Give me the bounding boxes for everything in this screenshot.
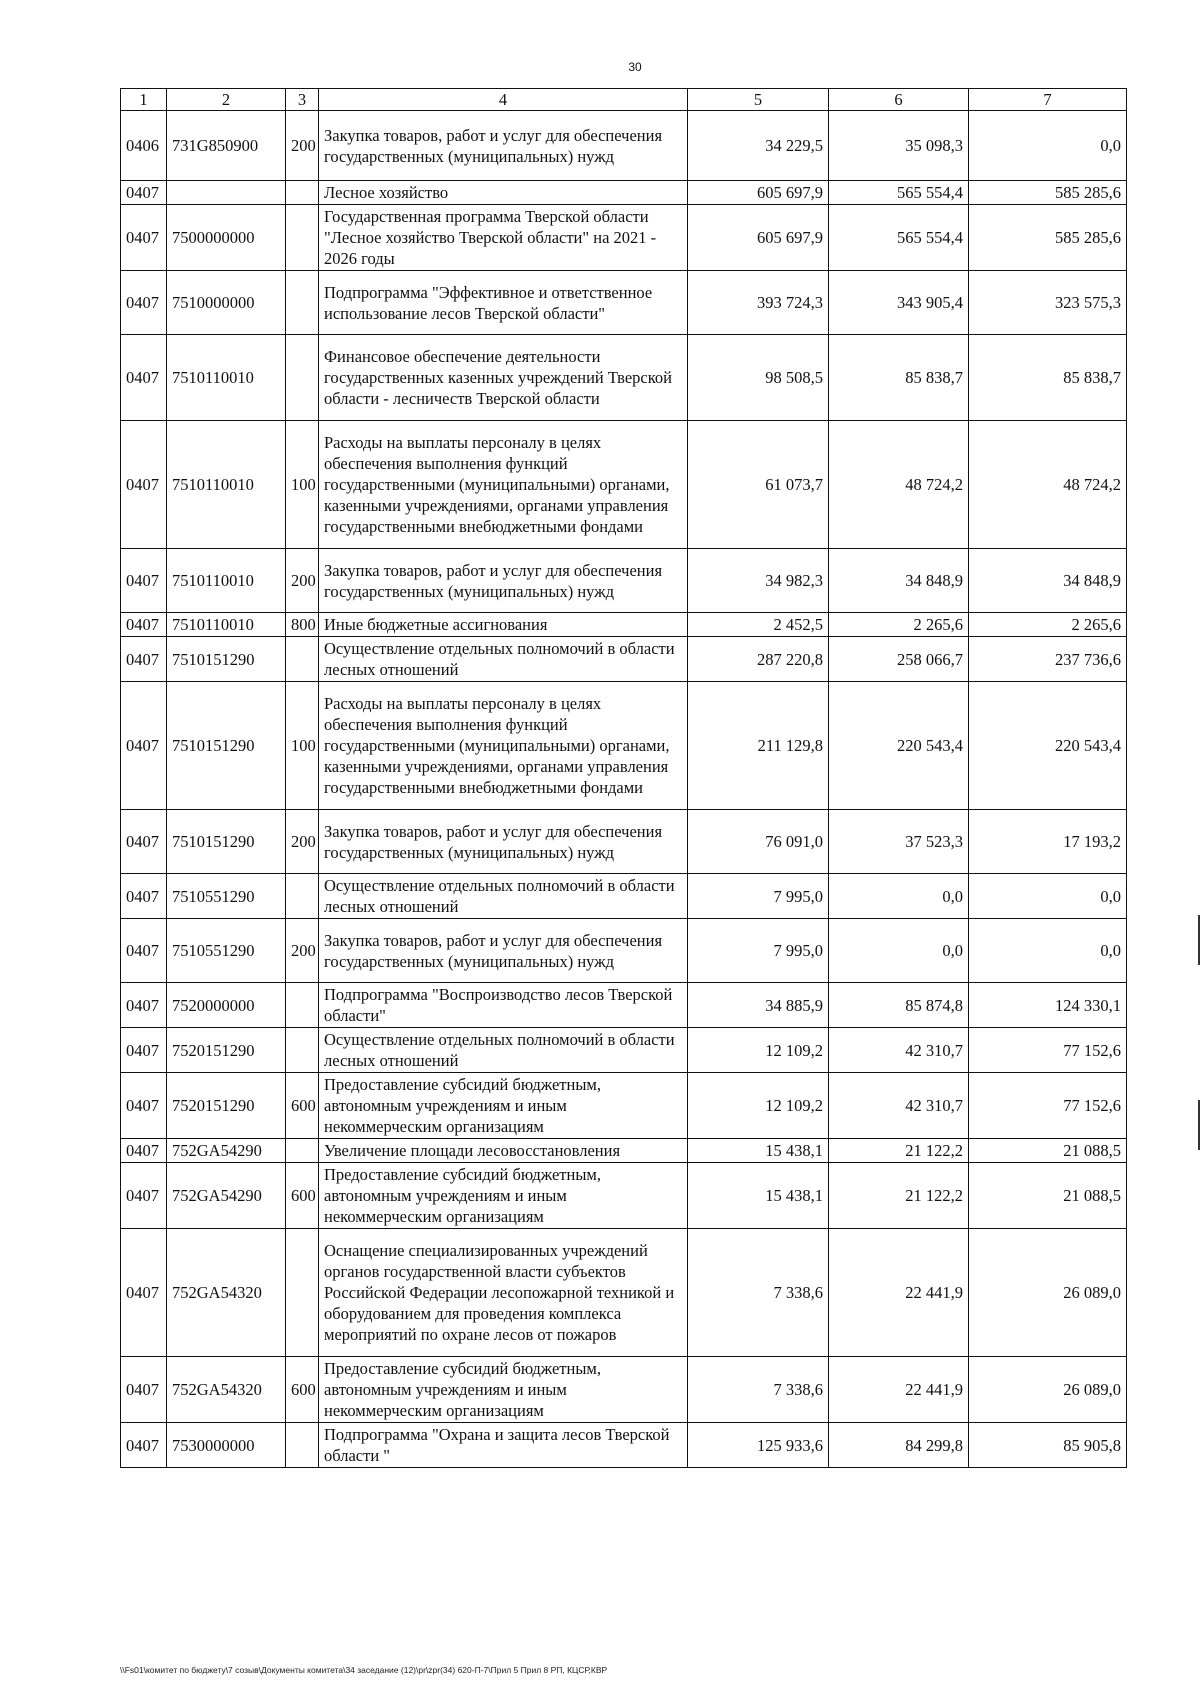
- table-row: [121, 1423, 1127, 1468]
- row-name: Осуществление отдельных полномочий в области лесных отношений: [319, 637, 688, 682]
- row-value-col-5: 605 697,9: [688, 181, 829, 205]
- row-target-code: [167, 181, 286, 205]
- row-value-col-6: 35 098,3: [829, 111, 969, 181]
- row-value-col-5: 61 073,7: [688, 421, 829, 549]
- row-section-code: 0407: [121, 637, 167, 682]
- row-target-code: 7510151290: [167, 637, 286, 682]
- row-section-code: 0407: [121, 181, 167, 205]
- row-value-col-5: 393 724,3: [688, 271, 829, 335]
- table-body: [121, 111, 1127, 1468]
- row-value-col-5: 605 697,9: [688, 205, 829, 271]
- row-section-code: 0407: [121, 1357, 167, 1423]
- row-name: Расходы на выплаты персоналу в целях обеспечения выполнения функций государственными (муниципальными) органами, казенными учреждениями, органами управления государственными внебюджетными фондами: [319, 421, 688, 549]
- row-value-col-6: 85 838,7: [829, 335, 969, 421]
- row-value-col-6: 22 441,9: [829, 1229, 969, 1357]
- row-value-col-6: 0,0: [829, 874, 969, 919]
- row-name: Подпрограмма "Эффективное и ответственное использование лесов Тверской области": [319, 271, 688, 335]
- row-name: Закупка товаров, работ и услуг для обеспечения государственных (муниципальных) нужд: [319, 111, 688, 181]
- row-section-code: 0407: [121, 1229, 167, 1357]
- row-expense-type: 200: [286, 919, 319, 983]
- row-target-code: 7510110010: [167, 421, 286, 549]
- row-value-col-5: 7 995,0: [688, 919, 829, 983]
- row-target-code: 752GA54290: [167, 1163, 286, 1229]
- row-value-col-5: 15 438,1: [688, 1163, 829, 1229]
- row-value-col-6: 21 122,2: [829, 1163, 969, 1229]
- row-value-col-7: 21 088,5: [969, 1139, 1127, 1163]
- row-expense-type: 200: [286, 549, 319, 613]
- row-name: Предоставление субсидий бюджетным, автономным учреждениям и иным некоммерческим организациям: [319, 1163, 688, 1229]
- row-section-code: 0407: [121, 205, 167, 271]
- row-expense-type: 100: [286, 682, 319, 810]
- row-name: Предоставление субсидий бюджетным, автономным учреждениям и иным некоммерческим организациям: [319, 1073, 688, 1139]
- row-expense-type: [286, 1139, 319, 1163]
- row-expense-type: 800: [286, 613, 319, 637]
- row-section-code: 0406: [121, 111, 167, 181]
- row-name: Финансовое обеспечение деятельности государственных казенных учреждений Тверской области - лесничеств Тверской области: [319, 335, 688, 421]
- row-value-col-7: 0,0: [969, 874, 1127, 919]
- row-section-code: 0407: [121, 983, 167, 1028]
- row-section-code: 0407: [121, 682, 167, 810]
- row-value-col-6: 37 523,3: [829, 810, 969, 874]
- row-value-col-5: 76 091,0: [688, 810, 829, 874]
- row-name: Осуществление отдельных полномочий в области лесных отношений: [319, 1028, 688, 1073]
- row-name: Осуществление отдельных полномочий в области лесных отношений: [319, 874, 688, 919]
- row-expense-type: [286, 181, 319, 205]
- row-value-col-7: 34 848,9: [969, 549, 1127, 613]
- row-value-col-7: 124 330,1: [969, 983, 1127, 1028]
- table-row: [121, 111, 1127, 181]
- row-expense-type: [286, 1028, 319, 1073]
- row-name: Оснащение специализированных учреждений органов государственной власти субъектов Российской Федерации лесопожарной техникой и оборудованием для проведения комплекса мероприятий по охране лесов от пожаров: [319, 1229, 688, 1357]
- table-row: [121, 682, 1127, 810]
- table-row: [121, 983, 1127, 1028]
- header-col-4: 4: [319, 89, 688, 111]
- row-section-code: 0407: [121, 421, 167, 549]
- row-value-col-7: 17 193,2: [969, 810, 1127, 874]
- row-value-col-7: 237 736,6: [969, 637, 1127, 682]
- row-value-col-6: 85 874,8: [829, 983, 969, 1028]
- row-value-col-5: 7 338,6: [688, 1229, 829, 1357]
- row-section-code: 0407: [121, 919, 167, 983]
- row-value-col-6: 34 848,9: [829, 549, 969, 613]
- table-row: [121, 637, 1127, 682]
- row-value-col-7: 85 905,8: [969, 1423, 1127, 1468]
- row-name: Закупка товаров, работ и услуг для обеспечения государственных (муниципальных) нужд: [319, 919, 688, 983]
- row-target-code: 7510151290: [167, 810, 286, 874]
- row-value-col-5: 98 508,5: [688, 335, 829, 421]
- row-value-col-7: 585 285,6: [969, 205, 1127, 271]
- row-value-col-5: 287 220,8: [688, 637, 829, 682]
- table-header-row: [121, 89, 1127, 111]
- row-value-col-7: 323 575,3: [969, 271, 1127, 335]
- file-path-footer: \\Fs01\комитет по бюджету\7 созыв\Документы комитета\34 заседание (12)\pr\zpr(34) 620-П-7\Прил 5 Прил 8 РП, КЦСР,КВР: [120, 1665, 608, 1675]
- table-row: [121, 181, 1127, 205]
- row-expense-type: [286, 874, 319, 919]
- row-value-col-6: 21 122,2: [829, 1139, 969, 1163]
- row-expense-type: 200: [286, 111, 319, 181]
- table-row: [121, 613, 1127, 637]
- row-name: Иные бюджетные ассигнования: [319, 613, 688, 637]
- row-name: Предоставление субсидий бюджетным, автономным учреждениям и иным некоммерческим организациям: [319, 1357, 688, 1423]
- row-value-col-5: 2 452,5: [688, 613, 829, 637]
- row-target-code: 7520151290: [167, 1028, 286, 1073]
- page-number: 30: [628, 60, 642, 74]
- header-col-7: 7: [969, 89, 1127, 111]
- row-expense-type: [286, 271, 319, 335]
- row-target-code: 7520000000: [167, 983, 286, 1028]
- row-name: Подпрограмма "Охрана и защита лесов Тверской области ": [319, 1423, 688, 1468]
- row-expense-type: 600: [286, 1163, 319, 1229]
- row-name: Закупка товаров, работ и услуг для обеспечения государственных (муниципальных) нужд: [319, 810, 688, 874]
- row-value-col-7: 77 152,6: [969, 1028, 1127, 1073]
- row-name: Государственная программа Тверской области "Лесное хозяйство Тверской области" на 2021 - 2026 годы: [319, 205, 688, 271]
- row-section-code: 0407: [121, 1073, 167, 1139]
- row-value-col-5: 34 982,3: [688, 549, 829, 613]
- row-value-col-7: 21 088,5: [969, 1163, 1127, 1229]
- row-value-col-6: 2 265,6: [829, 613, 969, 637]
- row-name: Лесное хозяйство: [319, 181, 688, 205]
- row-target-code: 7530000000: [167, 1423, 286, 1468]
- row-target-code: 7510000000: [167, 271, 286, 335]
- header-col-2: 2: [167, 89, 286, 111]
- row-target-code: 731G850900: [167, 111, 286, 181]
- row-section-code: 0407: [121, 1163, 167, 1229]
- table-row: [121, 810, 1127, 874]
- table-row: [121, 1139, 1127, 1163]
- row-value-col-6: 42 310,7: [829, 1028, 969, 1073]
- row-value-col-7: 48 724,2: [969, 421, 1127, 549]
- row-section-code: 0407: [121, 1423, 167, 1468]
- row-expense-type: 100: [286, 421, 319, 549]
- row-value-col-5: 12 109,2: [688, 1073, 829, 1139]
- row-value-col-5: 125 933,6: [688, 1423, 829, 1468]
- row-value-col-6: 0,0: [829, 919, 969, 983]
- row-value-col-7: 2 265,6: [969, 613, 1127, 637]
- table-row: [121, 549, 1127, 613]
- header-col-3: 3: [286, 89, 319, 111]
- row-target-code: 7510110010: [167, 335, 286, 421]
- row-section-code: 0407: [121, 613, 167, 637]
- row-target-code: 7510110010: [167, 549, 286, 613]
- header-col-5: 5: [688, 89, 829, 111]
- row-value-col-7: 85 838,7: [969, 335, 1127, 421]
- row-expense-type: [286, 335, 319, 421]
- table-row: [121, 1357, 1127, 1423]
- row-section-code: 0407: [121, 335, 167, 421]
- row-value-col-5: 12 109,2: [688, 1028, 829, 1073]
- row-value-col-6: 258 066,7: [829, 637, 969, 682]
- row-section-code: 0407: [121, 271, 167, 335]
- row-section-code: 0407: [121, 874, 167, 919]
- row-value-col-5: 7 338,6: [688, 1357, 829, 1423]
- row-name: Подпрограмма "Воспроизводство лесов Тверской области": [319, 983, 688, 1028]
- row-value-col-7: 220 543,4: [969, 682, 1127, 810]
- row-value-col-7: 26 089,0: [969, 1229, 1127, 1357]
- row-expense-type: [286, 1423, 319, 1468]
- row-value-col-6: 565 554,4: [829, 205, 969, 271]
- table-row: [121, 205, 1127, 271]
- row-value-col-6: 343 905,4: [829, 271, 969, 335]
- row-value-col-5: 7 995,0: [688, 874, 829, 919]
- row-target-code: 752GA54290: [167, 1139, 286, 1163]
- table-row: [121, 421, 1127, 549]
- row-target-code: 7510151290: [167, 682, 286, 810]
- row-target-code: 7510551290: [167, 919, 286, 983]
- row-expense-type: [286, 1229, 319, 1357]
- table-row: [121, 1229, 1127, 1357]
- table-row: [121, 874, 1127, 919]
- row-target-code: 7500000000: [167, 205, 286, 271]
- row-value-col-5: 34 229,5: [688, 111, 829, 181]
- row-value-col-7: 585 285,6: [969, 181, 1127, 205]
- table-row: [121, 335, 1127, 421]
- header-col-1: 1: [121, 89, 167, 111]
- row-name: Увеличение площади лесовосстановления: [319, 1139, 688, 1163]
- row-value-col-6: 48 724,2: [829, 421, 969, 549]
- row-value-col-7: 0,0: [969, 919, 1127, 983]
- table-row: [121, 1163, 1127, 1229]
- row-value-col-5: 211 129,8: [688, 682, 829, 810]
- row-target-code: 7510110010: [167, 613, 286, 637]
- table-row: [121, 1028, 1127, 1073]
- table-row: [121, 919, 1127, 983]
- row-section-code: 0407: [121, 810, 167, 874]
- table-row: [121, 271, 1127, 335]
- row-expense-type: [286, 205, 319, 271]
- row-expense-type: [286, 637, 319, 682]
- row-value-col-6: 42 310,7: [829, 1073, 969, 1139]
- row-name: Закупка товаров, работ и услуг для обеспечения государственных (муниципальных) нужд: [319, 549, 688, 613]
- row-section-code: 0407: [121, 1139, 167, 1163]
- row-value-col-6: 220 543,4: [829, 682, 969, 810]
- row-section-code: 0407: [121, 549, 167, 613]
- row-target-code: 7510551290: [167, 874, 286, 919]
- row-expense-type: 200: [286, 810, 319, 874]
- row-expense-type: 600: [286, 1073, 319, 1139]
- header-col-6: 6: [829, 89, 969, 111]
- row-value-col-5: 15 438,1: [688, 1139, 829, 1163]
- row-target-code: 752GA54320: [167, 1229, 286, 1357]
- table-row: [121, 1073, 1127, 1139]
- row-name: Расходы на выплаты персоналу в целях обеспечения выполнения функций государственными (муниципальными) органами, казенными учреждениями, органами управления государственными внебюджетными фондами: [319, 682, 688, 810]
- row-target-code: 752GA54320: [167, 1357, 286, 1423]
- row-expense-type: 600: [286, 1357, 319, 1423]
- row-value-col-5: 34 885,9: [688, 983, 829, 1028]
- budget-table: [120, 88, 1127, 1468]
- row-value-col-6: 22 441,9: [829, 1357, 969, 1423]
- row-expense-type: [286, 983, 319, 1028]
- row-value-col-6: 84 299,8: [829, 1423, 969, 1468]
- row-section-code: 0407: [121, 1028, 167, 1073]
- row-value-col-7: 77 152,6: [969, 1073, 1127, 1139]
- row-target-code: 7520151290: [167, 1073, 286, 1139]
- row-value-col-7: 0,0: [969, 111, 1127, 181]
- row-value-col-6: 565 554,4: [829, 181, 969, 205]
- row-value-col-7: 26 089,0: [969, 1357, 1127, 1423]
